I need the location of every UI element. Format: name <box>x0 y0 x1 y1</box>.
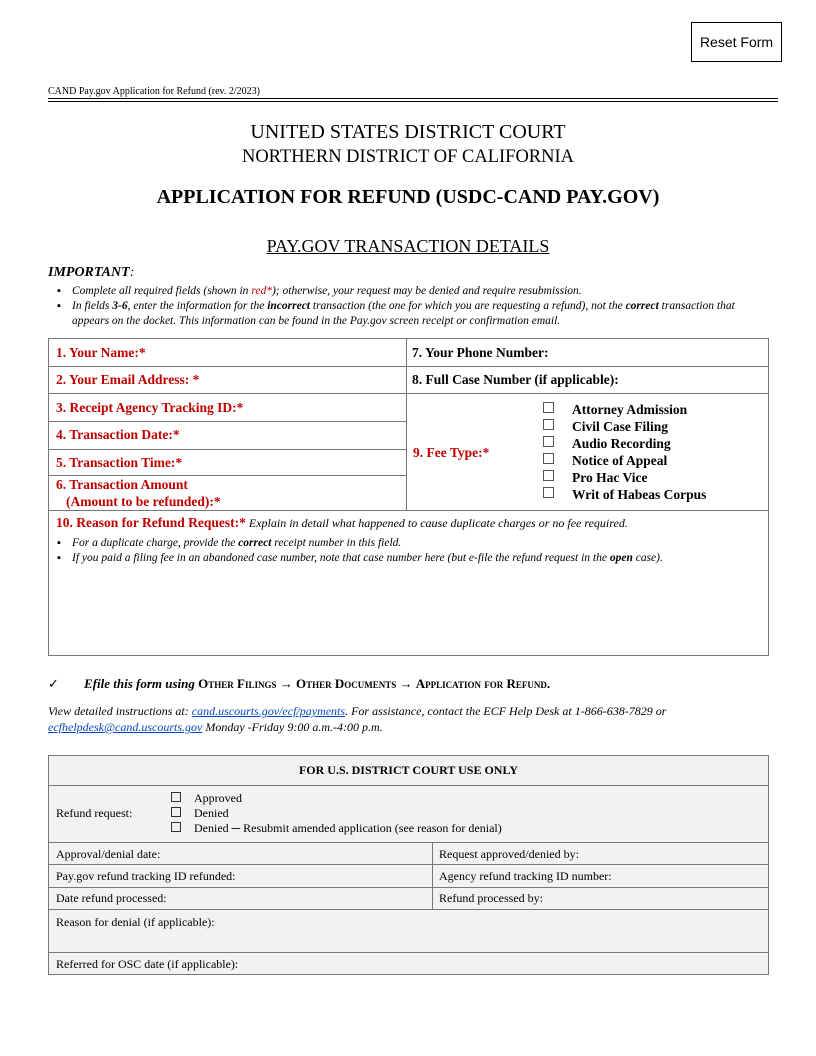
help-instructions: View detailed instructions at: cand.uscourts.gov/ecf/payments. For assistance, contact the ECF Help Desk at 1-866-638-7829 or ecfhelpdesk@cand.uscourts.gov Monday -Friday 9:00 a.m.-4:00 p.m. <box>48 704 667 734</box>
table-rule <box>48 887 769 888</box>
checkbox-icon[interactable] <box>171 792 181 802</box>
header-rule <box>48 101 778 102</box>
court-district: NORTHERN DISTRICT OF CALIFORNIA <box>241 147 575 167</box>
table-rule <box>48 909 769 910</box>
application-title: APPLICATION FOR REFUND (USDC-CAND PAY.GOV) <box>156 186 660 208</box>
table-divider <box>432 842 433 909</box>
fee-option-pro-hac-vice[interactable]: Pro Hac Vice <box>543 470 647 486</box>
agency-refund-id-field[interactable]: Agency refund tracking ID number: <box>439 869 612 883</box>
important-instructions <box>48 284 770 329</box>
section-title: PAY.GOV TRANSACTION DETAILS <box>266 236 550 256</box>
instruction-required-fields: ▪ Complete all required fields (shown in red*); otherwise, your request may be denied and require resubmission. <box>48 284 770 299</box>
header-rule <box>48 98 778 99</box>
instruction-incorrect-transaction: ▪ In fields 3-6, enter the information for the incorrect transaction (the one for which you are requesting a refund), not the correct transaction that appears on the docket. This information can be found in the Pay.gov screen receipt or confirmation email. <box>48 299 770 329</box>
transaction-time-label: 5. Transaction Time:* <box>56 455 183 470</box>
transaction-date-label: 4. Transaction Date:* <box>56 427 180 442</box>
court-use-only-table <box>48 755 769 975</box>
checkbox-icon[interactable] <box>171 807 181 817</box>
form-revision-header: CAND Pay.gov Application for Refund (rev. 2/2023) <box>48 86 261 97</box>
table-rule <box>48 864 769 865</box>
checkbox-icon[interactable] <box>543 419 554 430</box>
option-denied-resubmit[interactable]: Denied ─ Resubmit amended application (see reason for denial) <box>171 821 502 836</box>
checkbox-icon[interactable] <box>543 470 554 481</box>
fee-option-civil-case-filing[interactable]: Civil Case Filing <box>543 419 668 435</box>
court-name: UNITED STATES DISTRICT COURT <box>250 121 566 143</box>
efile-instruction: ✓ Efile this form using Other Filings → Other Documents → Application for Refund. <box>48 676 551 691</box>
osc-date-field[interactable]: Referred for OSC date (if applicable): <box>56 957 239 971</box>
paygov-refund-id-field[interactable]: Pay.gov refund tracking ID refunded: <box>56 869 236 883</box>
case-number-label: 8. Full Case Number (if applicable): <box>412 372 619 387</box>
table-rule <box>48 785 769 786</box>
denial-reason-field[interactable]: Reason for denial (if applicable): <box>56 915 215 929</box>
table-rule <box>48 952 769 953</box>
table-rule <box>48 842 769 843</box>
processed-by-field[interactable]: Refund processed by: <box>439 891 543 905</box>
checkbox-icon[interactable] <box>543 487 554 498</box>
option-denied[interactable]: Denied <box>171 806 229 821</box>
reason-abandoned-case: ▪ If you paid a filing fee in an abandoned case number, note that case number here (but e-file the refund request in the open case). <box>48 551 770 566</box>
phone-number-label: 7. Your Phone Number: <box>412 345 549 360</box>
refund-reason-field[interactable] <box>48 510 769 656</box>
your-name-label: 1. Your Name:* <box>56 345 146 360</box>
refund-reason-label: 10. Reason for Refund Request:* Explain in detail what happened to cause duplicate charges or no fee required. <box>56 515 628 530</box>
transaction-amount-label: 6. Transaction Amount <box>56 477 188 492</box>
email-label: 2. Your Email Address: * <box>56 372 200 387</box>
fee-type-label: 9. Fee Type:* <box>413 445 490 460</box>
checkbox-icon[interactable] <box>171 822 181 832</box>
fee-option-writ-habeas-corpus[interactable]: Writ of Habeas Corpus <box>543 487 706 503</box>
reason-duplicate-charge: ▪ For a duplicate charge, provide the correct receipt number in this field. <box>48 536 770 551</box>
court-use-title: FOR U.S. DISTRICT COURT USE ONLY <box>298 763 519 777</box>
fee-option-attorney-admission[interactable]: Attorney Admission <box>543 402 687 418</box>
checkbox-icon[interactable] <box>543 453 554 464</box>
fee-option-audio-recording[interactable]: Audio Recording <box>543 436 671 452</box>
receipt-tracking-id-label: 3. Receipt Agency Tracking ID:* <box>56 400 244 415</box>
approved-by-field[interactable]: Request approved/denied by: <box>439 847 579 861</box>
approval-date-field[interactable]: Approval/denial date: <box>56 847 161 861</box>
refund-request-label: Refund request: <box>56 806 133 820</box>
fee-option-notice-of-appeal[interactable]: Notice of Appeal <box>543 453 667 469</box>
refund-reason-instructions <box>48 536 770 566</box>
payments-link[interactable]: cand.uscourts.gov/ecf/payments <box>191 704 346 718</box>
transaction-amount-sublabel: (Amount to be refunded):* <box>66 494 221 509</box>
date-processed-field[interactable]: Date refund processed: <box>56 891 167 905</box>
checkbox-icon[interactable] <box>543 436 554 447</box>
reset-form-button[interactable]: Reset Form <box>691 22 782 62</box>
checkbox-icon[interactable] <box>543 402 554 413</box>
option-approved[interactable]: Approved <box>171 791 242 806</box>
helpdesk-email-link[interactable]: ecfhelpdesk@cand.uscourts.gov <box>48 720 203 734</box>
important-label: IMPORTANT: <box>48 265 135 280</box>
checkmark-icon: ✓ <box>48 676 59 691</box>
